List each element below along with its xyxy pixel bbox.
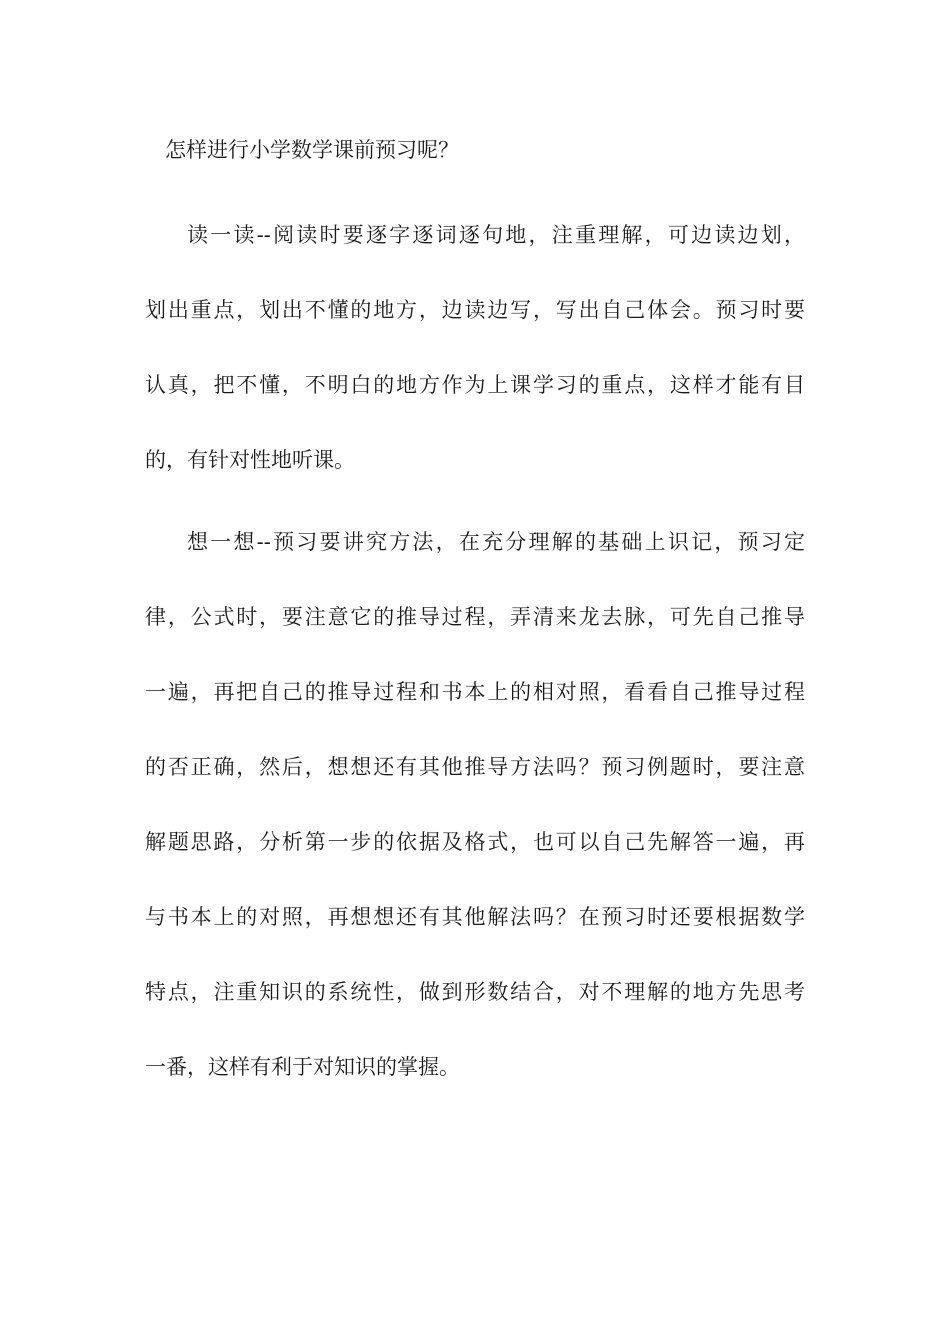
paragraph-line: 划出重点，划出不懂的地方，边读边写，写出自己体会。预习时要 xyxy=(145,298,805,322)
paragraph-read xyxy=(145,219,805,519)
paragraph-line: 的否正确，然后，想想还有其他推导方法吗？预习例题时，要注意 xyxy=(145,755,805,779)
document-title: 怎样进行小学数学课前预习呢？ xyxy=(165,138,459,162)
paragraph-line: 的，有针对性地听课。 xyxy=(145,448,355,472)
paragraph-line: 一番，这样有利于对知识的掌握。 xyxy=(145,1055,460,1079)
paragraph-line: 与书本上的对照，再想想还有其他解法吗？在预习时还要根据数学 xyxy=(145,905,805,929)
paragraph-line: 特点，注重知识的系统性，做到形数结合，对不理解的地方先思考 xyxy=(145,980,805,1004)
paragraph-line: 解题思路，分析第一步的依据及格式，也可以自己先解答一遍，再 xyxy=(145,830,805,854)
paragraph-line: 认真，把不懂，不明白的地方作为上课学习的重点，这样才能有目 xyxy=(145,373,805,397)
paragraph-line: 一遍，再把自己的推导过程和书本上的相对照，看看自己推导过程 xyxy=(145,680,805,704)
paragraph-think xyxy=(145,526,805,1126)
paragraph-line: 想一想--预习要讲究方法，在充分理解的基础上识记，预习定 xyxy=(187,530,805,554)
paragraph-line: 读一读--阅读时要逐字逐词逐句地，注重理解，可边读边划， xyxy=(187,223,805,247)
paragraph-line: 律，公式时，要注意它的推导过程，弄清来龙去脉，可先自己推导 xyxy=(145,605,805,629)
